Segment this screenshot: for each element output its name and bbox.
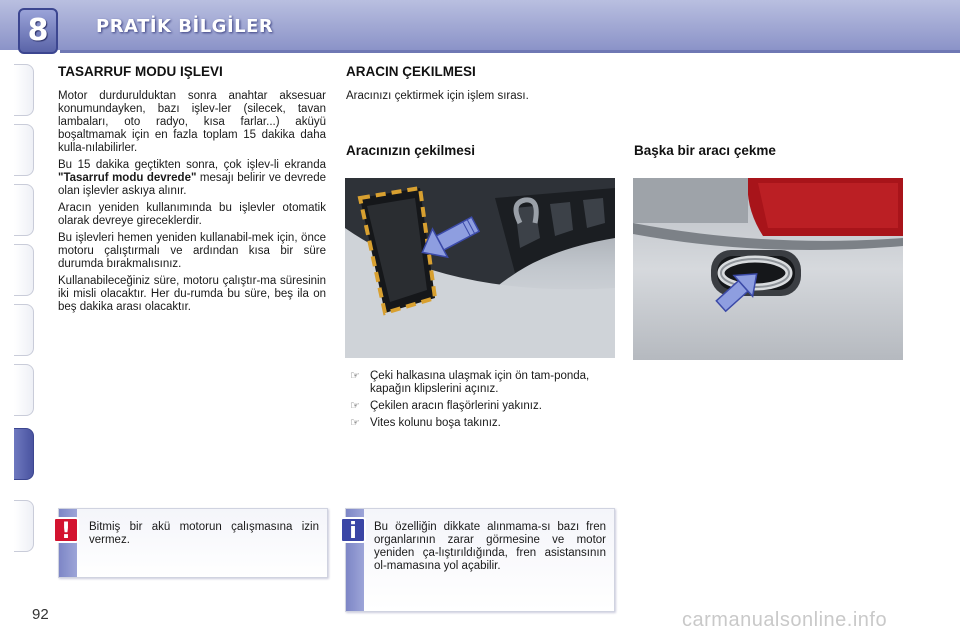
pointing-hand-icon: ☞ bbox=[350, 417, 360, 429]
energy-saving-paragraph: Motor durdurulduktan sonra anahtar aksesuar konumundayken, bazı işlev-ler (silecek, tavan lambaları, oto radyo, kısa farlar...) aküyü boşaltmamak için en fazla toplam 15 dakika daha kulla-nılabilirler. bbox=[58, 90, 326, 154]
rear-tow-hook-photo bbox=[633, 178, 903, 360]
section-heading-energy-saving: TASARRUF MODU IŞLEVI bbox=[58, 64, 223, 79]
side-tab-5[interactable] bbox=[14, 304, 34, 356]
warning-icon: ! bbox=[53, 517, 79, 543]
energy-saving-paragraph bbox=[58, 159, 326, 198]
list-item bbox=[348, 400, 616, 413]
warning-text: Bitmiş bir akü motorun çalışmasına izin vermez. bbox=[89, 521, 319, 546]
side-tab-6[interactable] bbox=[14, 364, 34, 416]
front-bumper-illustration bbox=[345, 178, 615, 358]
towing-intro: Aracınızı çektirmek için işlem sırası. bbox=[346, 90, 529, 102]
list-item-text: Çekilen aracın flaşörlerini yakınız. bbox=[370, 400, 542, 412]
towing-steps-list bbox=[348, 370, 616, 434]
pointing-hand-icon: ☞ bbox=[350, 370, 360, 382]
energy-saving-paragraph: Kullanabileceğiniz süre, motoru çalıştır-ma süresinin iki misli olacaktır. Her du-rumda bu süre, beş ila on beş dakika arası olacaktır. bbox=[58, 275, 326, 313]
side-tab-3[interactable] bbox=[14, 184, 34, 236]
list-item-text: Vites kolunu boşa takınız. bbox=[370, 417, 501, 429]
rear-tow-hook-illustration bbox=[633, 178, 903, 360]
subheading-towing-your-vehicle: Aracınızın çekilmesi bbox=[346, 143, 476, 158]
side-tab-7-active[interactable] bbox=[14, 428, 34, 480]
subheading-towing-another-vehicle: Başka bir aracı çekme bbox=[634, 143, 776, 158]
warning-note bbox=[58, 508, 328, 578]
side-tab-8[interactable] bbox=[14, 500, 34, 552]
list-item bbox=[348, 417, 616, 430]
text-span: mesajı belirir ve devrede olan işlevler askıya alınır. bbox=[58, 172, 326, 197]
page-number: 92 bbox=[32, 606, 49, 623]
info-note bbox=[345, 508, 615, 612]
info-text: Bu özelliğin dikkate alınmama-sı bazı fren organlarının zarar görmesine ve motor yeniden ça-lıştırıldığında, fren asistansının ol-mamasına yol açabilir. bbox=[374, 521, 606, 572]
list-item bbox=[348, 370, 616, 396]
side-tab-2[interactable] bbox=[14, 124, 34, 176]
energy-saving-paragraph: Aracın yeniden kullanımında bu işlevler otomatik olarak devreye gireceklerdir. bbox=[58, 202, 326, 227]
pointing-hand-icon: ☞ bbox=[350, 400, 360, 412]
section-heading-towing: ARACIN ÇEKILMESI bbox=[346, 64, 476, 79]
energy-saving-text bbox=[58, 90, 326, 318]
side-tab-1[interactable] bbox=[14, 64, 34, 116]
header-divider bbox=[60, 50, 960, 53]
chapter-number-badge[interactable]: 8 bbox=[18, 8, 58, 54]
watermark: carmanualsonline.info bbox=[682, 609, 888, 631]
info-icon: i bbox=[340, 517, 366, 543]
energy-saving-paragraph: Bu işlevleri hemen yeniden kullanabil-mek için, önce motoru çalıştırmalı ve ardından kısa bir süre durumda bırakmalısınız. bbox=[58, 232, 326, 270]
text-span: Bu 15 dakika geçtikten sonra, çok işlev-li ekranda bbox=[58, 159, 326, 171]
chapter-title: PRATİK BİLGİLER bbox=[96, 16, 274, 37]
front-bumper-photo bbox=[345, 178, 615, 358]
side-tab-4[interactable] bbox=[14, 244, 34, 296]
message-text: "Tasarruf modu devrede" bbox=[58, 172, 197, 184]
list-item-text: Çeki halkasına ulaşmak için ön tam-ponda, kapağın klipslerini açınız. bbox=[370, 370, 590, 395]
